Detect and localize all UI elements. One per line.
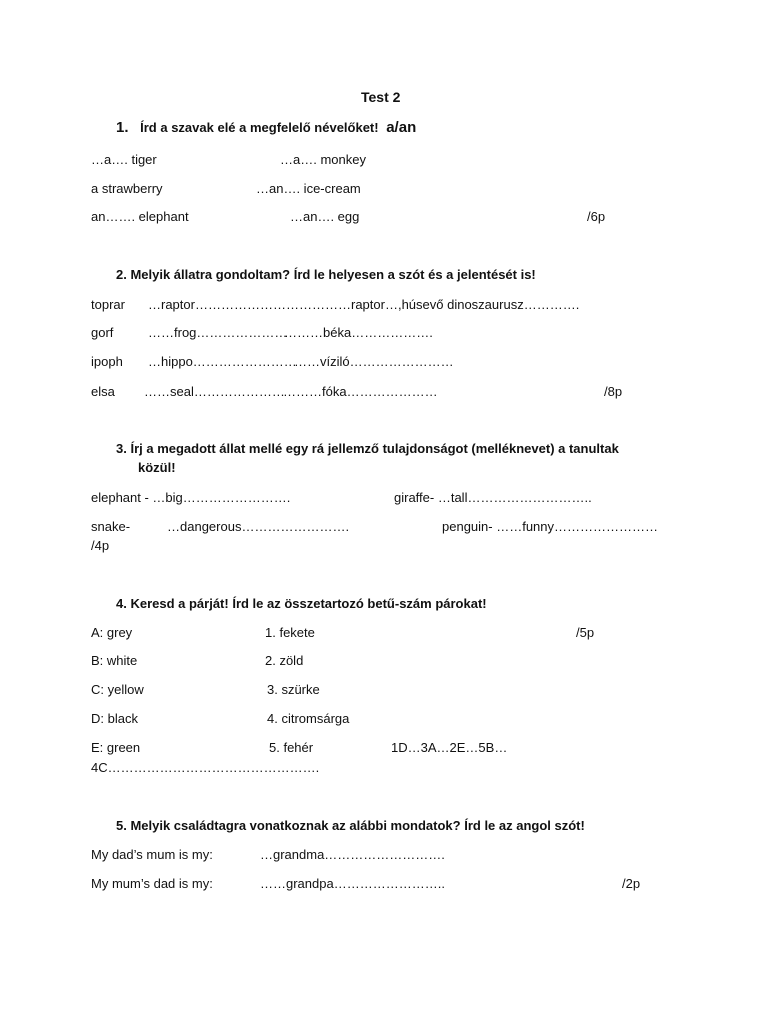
q3-row1-b: giraffe- …tall……………………….. — [394, 490, 592, 505]
q2-row4-meaning: ………fóka………………… — [283, 384, 438, 399]
q2-row2-meaning: ………béka………………. — [284, 325, 433, 340]
q3-row2-answer: …dangerous……………………. — [167, 519, 350, 534]
q5-row2-question: My mum’s dad is my: — [91, 876, 213, 891]
q1-row2-right: …an…. ice-cream — [256, 181, 361, 196]
q2-row2-answer: ……frog………………… — [148, 325, 288, 340]
q2-row2-word: gorf — [91, 325, 114, 340]
q1-row3-left: an……. elephant — [91, 209, 189, 224]
q4-number-1: 1. fekete — [265, 625, 315, 640]
q2-prompt: 2. Melyik állatra gondoltam? Írd le helyesen a szót és a jelentését is! — [116, 267, 536, 282]
q4-letter-b: B: white — [91, 653, 138, 668]
q3-prompt-line1: 3. Írj a megadott állat mellé egy rá jellemző tulajdonságot (melléknevet) a tanultak — [116, 441, 619, 456]
q2-row4-answer: ……seal………………… — [144, 384, 285, 399]
q4-number-3: 3. szürke — [267, 682, 320, 697]
q1-row2-left: a strawberry — [91, 181, 163, 196]
q1-row1-left: …a…. tiger — [91, 152, 157, 167]
q4-answer-line2: 4C…………………………………………. — [91, 760, 320, 775]
q4-letter-d: D: black — [91, 711, 138, 726]
q2-row3-word: ipoph — [91, 354, 123, 369]
q4-prompt: 4. Keresd a párját! Írd le az összetartozó betű-szám párokat! — [116, 596, 487, 611]
q4-letter-e: E: green — [91, 740, 141, 755]
q2-row3-meaning: ……víziló…………………… — [294, 354, 454, 369]
q2-row1-meaning: …………raptor…,húsevő dinoszaurusz…………. — [299, 297, 580, 312]
q2-row1-word: toprar — [91, 297, 125, 312]
q1-prompt: Írd a szavak elé a megfelelő névelőket! — [140, 120, 379, 135]
q4-letter-c: C: yellow — [91, 682, 144, 697]
q3-prompt-line2: közül! — [138, 460, 176, 475]
q3-points: /4p — [91, 538, 110, 553]
q5-row1-question: My dad’s mum is my: — [91, 847, 213, 862]
q3-row1-a: elephant - …big……………………. — [91, 490, 291, 505]
q1-number: 1. — [116, 119, 129, 136]
q1-points: /6p — [587, 209, 606, 224]
q1-options: a/an — [386, 119, 417, 136]
q2-points: /8p — [604, 384, 623, 399]
q1-heading — [116, 119, 416, 136]
q2-row3-answer: …hippo…………………… — [148, 354, 297, 369]
q5-points: /2p — [622, 876, 641, 891]
q4-number-2: 2. zöld — [265, 653, 304, 668]
q5-row1-answer: …grandma………………………. — [260, 847, 445, 862]
q1-row1-right: …a…. monkey — [280, 152, 366, 167]
q2-row1-answer: …raptor…………………… — [148, 297, 299, 312]
q4-number-4: 4. citromsárga — [267, 711, 350, 726]
q2-row4-word: elsa — [91, 384, 115, 399]
q3-row2-label: snake- — [91, 519, 131, 534]
q5-row2-answer: ……grandpa…………………….. — [260, 876, 445, 891]
q3-row2-b: penguin- ……funny…………………… — [442, 519, 659, 534]
q4-number-5: 5. fehér — [269, 740, 314, 755]
q1-row3-right: …an…. egg — [290, 209, 360, 224]
q5-prompt: 5. Melyik családtagra vonatkoznak az alábbi mondatok? Írd le az angol szót! — [116, 818, 585, 833]
page-title: Test 2 — [361, 89, 401, 105]
q4-points: /5p — [576, 625, 595, 640]
q4-answer-line1: 1D…3A…2E…5B… — [391, 740, 508, 755]
q4-letter-a: A: grey — [91, 625, 133, 640]
